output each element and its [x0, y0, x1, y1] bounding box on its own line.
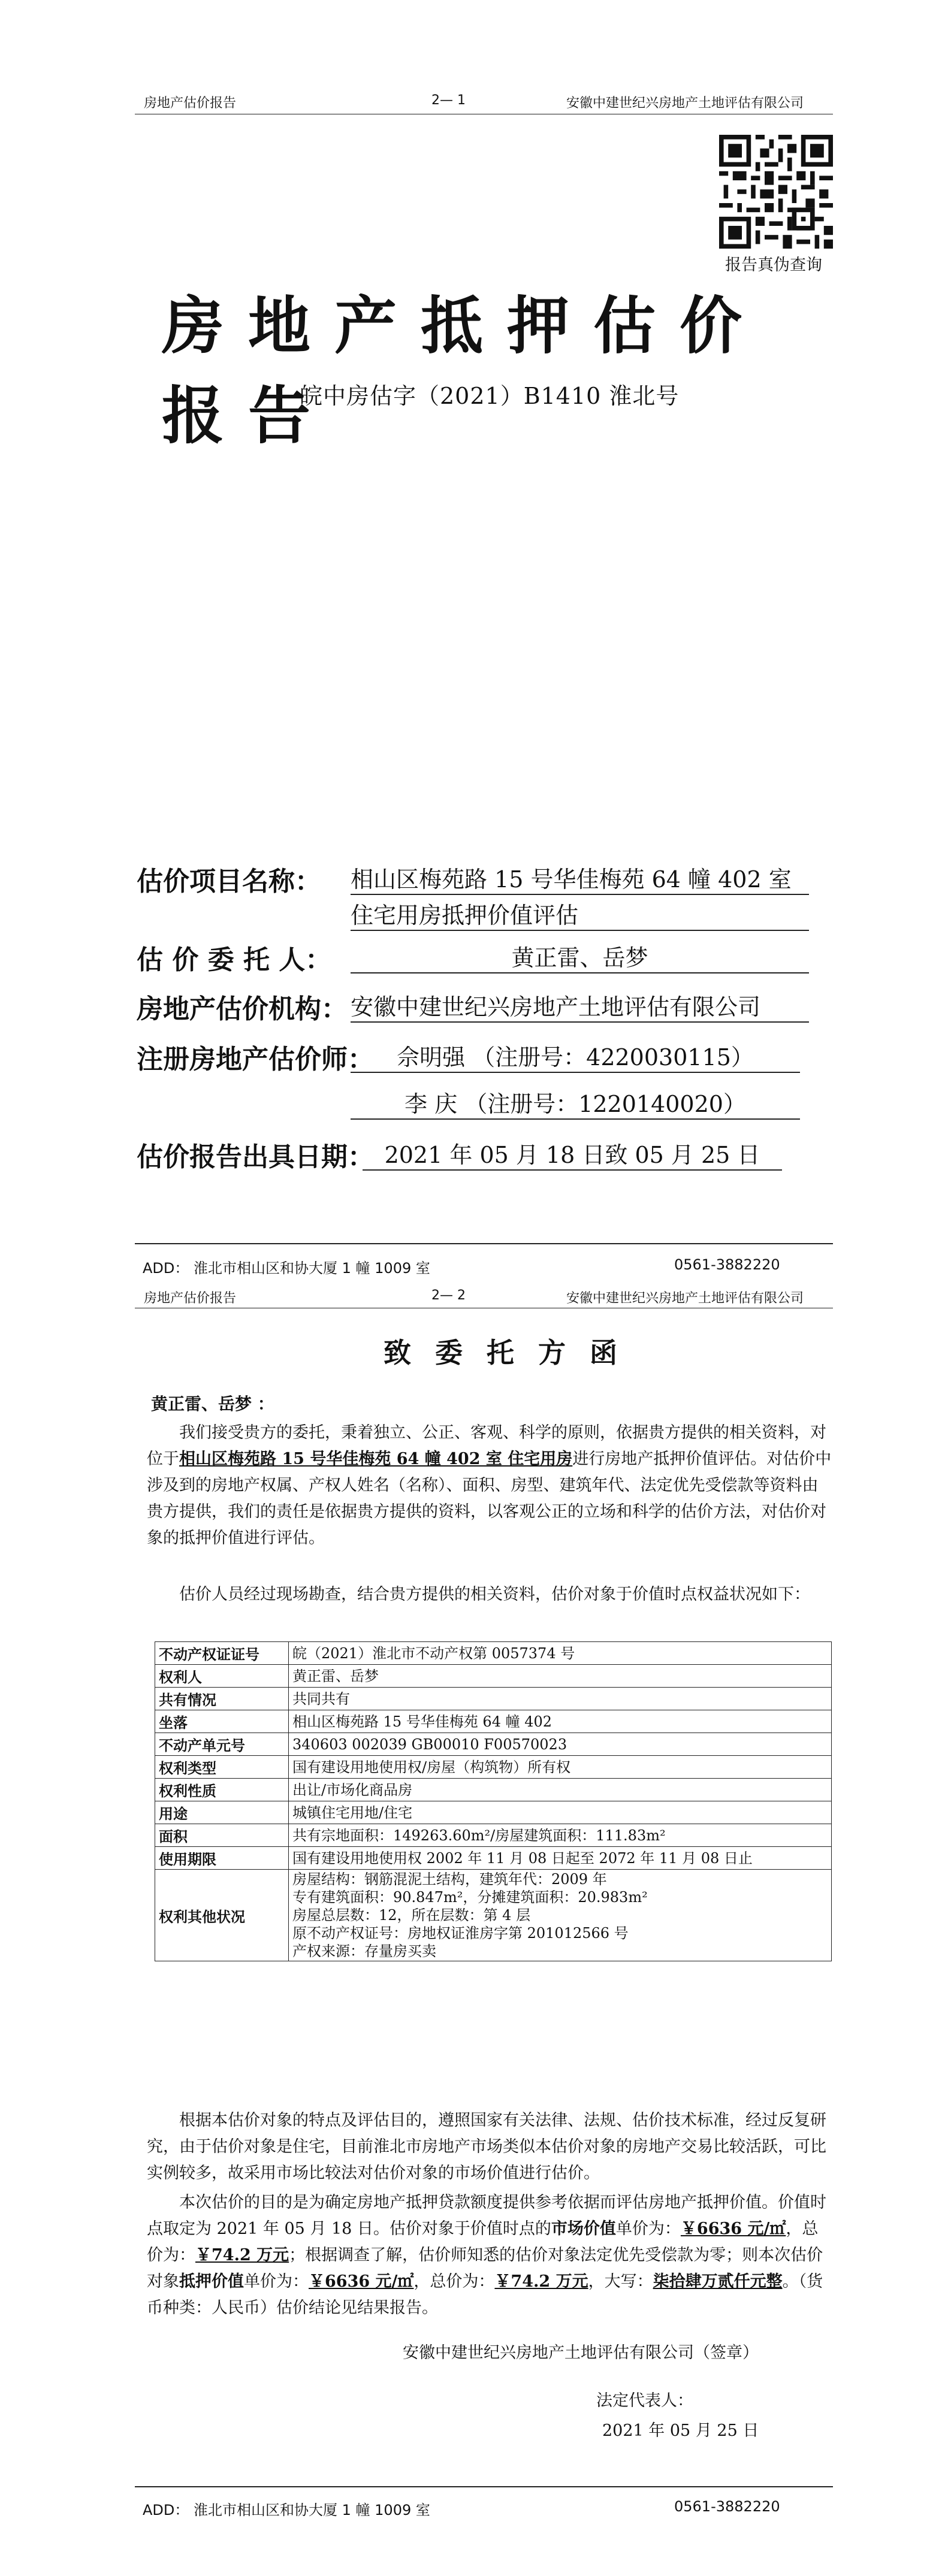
rights-table-value: [289, 1847, 832, 1870]
page2-footer-phone: 0561-3882220: [674, 2498, 780, 2515]
rights-table-value-line: 共有宗地面积：149263.60m²/房屋建筑面积：111.83m²: [292, 1827, 666, 1844]
rights-table-value: [289, 1779, 832, 1801]
mortgage-unit-price: ￥6636 元/㎡: [309, 2272, 414, 2291]
rights-table-key: 不动产单元号: [155, 1733, 289, 1756]
rights-table-value: [289, 1756, 832, 1779]
rights-table: [155, 1641, 832, 1961]
client-label: 估 价 委 托 人：: [137, 945, 332, 975]
rights-table-row: [155, 1733, 832, 1756]
letter-salutation: 黄正雷、岳梦 ：: [151, 1394, 274, 1414]
rights-table-row: [155, 1801, 832, 1824]
rights-table-row: [155, 1710, 832, 1733]
rights-table-value-line: 国有建设用地使用权/房屋（构筑物）所有权: [292, 1758, 571, 1776]
rights-table-value-line: 产权来源：存量房买卖: [292, 1943, 436, 1960]
appraiser-1: 佘明强 （注册号：4220030115）: [351, 1039, 800, 1073]
property-address: 相山区梅苑路 15 号华佳梅苑 64 幢 402 室 住宅用房: [179, 1450, 573, 1468]
appraiser-label: 注册房地产估价师：: [137, 1044, 374, 1075]
rights-table-value-line: 黄正雷、岳梦: [292, 1667, 379, 1685]
rights-table-row: [155, 1756, 832, 1779]
qr-caption: 报告真伪查询: [725, 256, 822, 274]
rights-table-key: 共有情况: [155, 1688, 289, 1710]
page1-header-page: 2— 1: [431, 93, 466, 108]
date-label: 估价报告出具日期：: [137, 1142, 374, 1172]
qr-code-icon: [719, 135, 833, 249]
agency-value: 安徽中建世纪兴房地产土地评估有限公司: [351, 988, 809, 1023]
project-value-line2: 住宅用房抵押价值评估: [351, 897, 809, 931]
agency-label: 房地产估价机构：: [137, 994, 348, 1024]
rights-table-row: [155, 1779, 832, 1801]
rights-table-value-line: 房屋结构：钢筋混泥土结构，建筑年代：2009 年: [292, 1871, 607, 1888]
rights-table-row: [155, 1688, 832, 1710]
rights-table-value-line: 国有建设用地使用权 2002 年 11 月 08 日起至 2072 年 11 月 08 日止: [292, 1849, 753, 1867]
rights-table-value-line: 340603 002039 GB00010 F00570023: [292, 1736, 567, 1753]
rights-table-value-line: 出让/市场化商品房: [292, 1781, 413, 1798]
project-value-line1: 相山区梅苑路 15 号华佳梅苑 64 幢 402 室: [351, 861, 809, 895]
rights-table-value-line: 共同共有: [292, 1690, 350, 1707]
page1-header-left: 房地产估价报告: [144, 96, 237, 111]
appraiser-2: 李 庆 （注册号：1220140020）: [351, 1086, 800, 1120]
letter-paragraph-3: 根据本估价对象的特点及评估目的，遵照国家有关法律、法规、估价技术标准，经过反复研究，由于估价对象是住宅，目前淮北市房地产市场类似本估价对象的房地产交易比较活跃，可比实例较多，故采用市场比较法对估价对象的市场价值进行估价。: [147, 2111, 826, 2182]
market-total-price: ￥74.2 万元: [195, 2246, 289, 2264]
signature-company: 安徽中建世纪兴房地产土地评估有限公司（签章）: [403, 2344, 759, 2362]
rights-table-row: [155, 1665, 832, 1688]
rights-table-value-line: 房屋总层数：12，所在层数：第 4 层: [292, 1907, 531, 1924]
page1-header-right: 安徽中建世纪兴房地产土地评估有限公司: [566, 96, 804, 111]
rights-table-key: 权利性质: [155, 1779, 289, 1801]
date-value: 2021 年 05 月 18 日致 05 月 25 日: [363, 1136, 782, 1171]
page2-header-left: 房地产估价报告: [144, 1291, 237, 1306]
rights-table-row: [155, 1847, 832, 1870]
page2-header-right: 安徽中建世纪兴房地产土地评估有限公司: [566, 1291, 804, 1306]
client-value: 黄正雷、岳梦: [351, 939, 809, 973]
rights-table-value: [289, 1801, 832, 1824]
legal-representative: 法定代表人：: [596, 2391, 693, 2410]
rights-table-key: 面积: [155, 1824, 289, 1847]
rights-table-value: [289, 1710, 832, 1733]
rights-table-key: 坐落: [155, 1710, 289, 1733]
rights-table-row: [155, 1642, 832, 1665]
rights-table-row: [155, 1824, 832, 1847]
rights-table-value: [289, 1733, 832, 1756]
market-unit-price: ￥6636 元/㎡: [680, 2220, 786, 2238]
rights-table-value-line: 相山区梅苑路 15 号华佳梅苑 64 幢 402: [292, 1713, 553, 1730]
page2-header-page: 2— 2: [431, 1288, 466, 1303]
page2-footer-address: ADD： 淮北市相山区和协大厦 1 幢 1009 室: [143, 2502, 430, 2518]
letter-title: 致委托方函: [384, 1337, 641, 1369]
rights-table-value: [289, 1688, 832, 1710]
rights-table-value-line: 皖（2021）淮北市不动产权第 0057374 号: [292, 1644, 575, 1662]
rights-table-value: [289, 1824, 832, 1847]
rights-table-key: 权利其他状况: [155, 1870, 289, 1961]
rights-table-value-line: 专有建筑面积：90.847m²，分摊建筑面积：20.983m²: [292, 1889, 648, 1906]
report-title: 房地产抵押估价报告: [162, 289, 766, 452]
rights-table-value: [289, 1665, 832, 1688]
letter-paragraph-4: 本次估价的目的是为确定房地产抵押贷款额度提供参考依据而评估房地产抵押价值。价值时点取定为 2021 年 05 月 18 日。估价对象于价值时点的市场价值单价为：￥6636 元/㎡，总价为：￥74.2 万元；根据调查了解，估价师知悉的估价对象法定优先受偿款为零；则本次估价对象抵押价值单价为：￥6636 元/㎡，总价为：￥74.2 万元，大写：柒拾肆万贰仟元整。（货币种类：人民币）估价结论见结果报告。: [147, 2193, 826, 2317]
mortgage-total-price: ￥74.2 万元: [494, 2272, 588, 2291]
rights-table-value: [289, 1870, 832, 1961]
rights-table-key: 使用期限: [155, 1847, 289, 1870]
rights-table-value: [289, 1642, 832, 1665]
amount-in-words: 柒拾肆万贰仟元整: [653, 2272, 783, 2291]
rights-table-key: 用途: [155, 1801, 289, 1824]
rights-table-key: 权利人: [155, 1665, 289, 1688]
rights-table-value-line: 原不动产权证号：房地权证淮房字第 201012566 号: [292, 1925, 629, 1942]
project-label: 估价项目名称：: [137, 866, 321, 897]
page2-footer-rule: [135, 2486, 833, 2487]
report-number: 皖中房估字（2021）B1410 淮北号: [300, 383, 680, 409]
signature-date: 2021 年 05 月 25 日: [602, 2421, 759, 2440]
page1-footer-phone: 0561-3882220: [674, 1256, 780, 1273]
rights-table-value-line: 城镇住宅用地/住宅: [292, 1804, 413, 1821]
letter-paragraph-2: 估价人员经过现场勘查，结合贵方提供的相关资料，估价对象于价值时点权益状况如下：: [179, 1585, 810, 1604]
page1-footer-rule: [135, 1243, 833, 1244]
rights-table-key: 不动产权证证号: [155, 1642, 289, 1665]
rights-table-row: [155, 1870, 832, 1961]
page1-footer-address: ADD： 淮北市相山区和协大厦 1 幢 1009 室: [143, 1260, 430, 1277]
letter-paragraph-1: 我们接受贵方的委托，秉着独立、公正、客观、科学的原则，依据贵方提供的相关资料，对位于相山区梅苑路 15 号华佳梅苑 64 幢 402 室 住宅用房进行房地产抵押价值评估。对估价中涉及到的房地产权属、产权人姓名（名称）、面积、房型、建筑年代、法定优先受偿款等资料由贵方提供，我们的责任是依据贵方提供的资料，以客观公正的立场和科学的估价方法，对估价对象的抵押价值进行评估。: [147, 1423, 832, 1547]
rights-table-key: 权利类型: [155, 1756, 289, 1779]
